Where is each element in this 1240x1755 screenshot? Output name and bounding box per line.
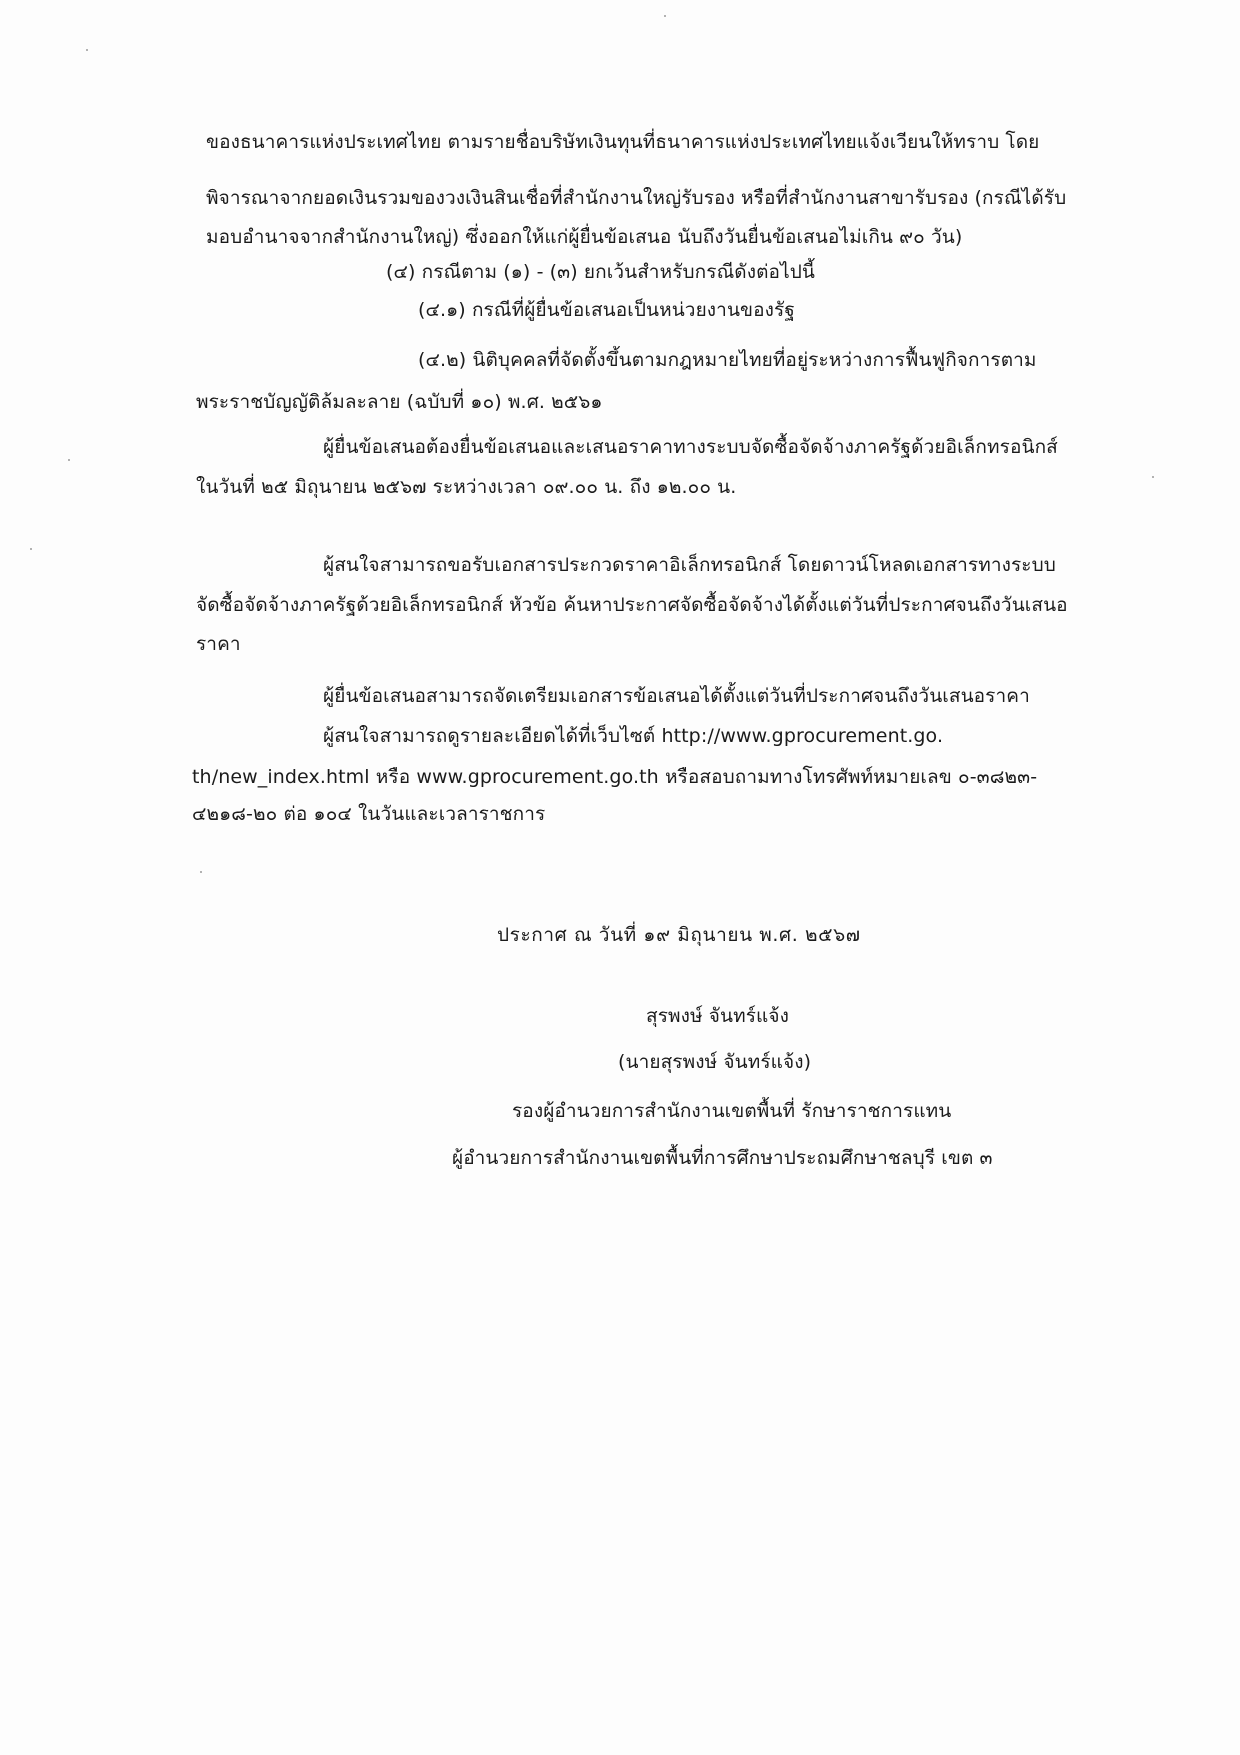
scan-speck: [68, 459, 70, 461]
body-line-12: ราคา: [196, 633, 241, 655]
body-line-9: ในวันที่ ๒๕ มิถุนายน ๒๕๖๗ ระหว่างเวลา ๐๙.๐๐ น. ถึง ๑๒.๐๐ น.: [196, 476, 737, 498]
announcement-date: ประกาศ ณ วันที่ ๑๙ มิถุนายน พ.ศ. ๒๕๖๗: [497, 924, 861, 946]
signed-name: สุรพงษ์ จันทร์แจ้ง: [646, 1005, 789, 1027]
body-line-1: ของธนาคารแห่งประเทศไทย ตามรายชื่อบริษัทเงินทุนที่ธนาคารแห่งประเทศไทยแจ้งเวียนให้ทราบ โดย: [206, 131, 1040, 153]
position-line-2: ผู้อำนวยการสำนักงานเขตพื้นที่การศึกษาประถมศึกษาชลบุรี เขต ๓: [452, 1147, 993, 1169]
scan-speck: [200, 871, 202, 873]
scan-speck: [1152, 476, 1154, 478]
body-line-7: พระราชบัญญัติล้มละลาย (ฉบับที่ ๑๐) พ.ศ. ๒๕๖๑: [196, 391, 603, 413]
body-line-11: จัดซื้อจัดจ้างภาครัฐด้วยอิเล็กทรอนิกส์ หัวข้อ ค้นหาประกาศจัดซื้อจัดจ้างได้ตั้งแต่วันที่ประกาศจนถึงวันเสนอ: [196, 594, 1068, 616]
body-line-14: ผู้สนใจสามารถดูรายละเอียดได้ที่เว็บไซต์ http://www.gprocurement.go.: [323, 725, 944, 747]
scan-speck: [86, 49, 88, 51]
body-line-15: th/new_index.html หรือ www.gprocurement.go.th หรือสอบถามทางโทรศัพท์หมายเลข ๐-๓๘๒๓-: [192, 766, 1038, 788]
position-line-1: รองผู้อำนวยการสำนักงานเขตพื้นที่ รักษาราชการแทน: [512, 1100, 952, 1122]
body-line-8: ผู้ยื่นข้อเสนอต้องยื่นข้อเสนอและเสนอราคาทางระบบจัดซื้อจัดจ้างภาครัฐด้วยอิเล็กทรอนิกส์: [323, 436, 1058, 458]
printed-name: (นายสุรพงษ์ จันทร์แจ้ง): [618, 1051, 812, 1073]
body-line-16: ๔๒๑๘-๒๐ ต่อ ๑๐๔ ในวันและเวลาราชการ: [192, 803, 546, 825]
body-line-4: (๔) กรณีตาม (๑) - (๓) ยกเว้นสำหรับกรณีดังต่อไปนี้: [386, 261, 815, 283]
scan-speck: [30, 548, 32, 550]
body-line-6: (๔.๒) นิติบุคคลที่จัดตั้งขึ้นตามกฎหมายไทยที่อยู่ระหว่างการฟื้นฟูกิจการตาม: [418, 349, 1037, 371]
body-line-3: มอบอำนาจจากสำนักงานใหญ่) ซึ่งออกให้แก่ผู้ยื่นข้อเสนอ นับถึงวันยื่นข้อเสนอไม่เกิน ๙๐ วัน): [206, 226, 963, 248]
scan-speck: [664, 15, 666, 17]
body-line-5: (๔.๑) กรณีที่ผู้ยื่นข้อเสนอเป็นหน่วยงานของรัฐ: [418, 299, 795, 321]
body-line-2: พิจารณาจากยอดเงินรวมของวงเงินสินเชื่อที่สำนักงานใหญ่รับรอง หรือที่สำนักงานสาขารับรอง (กรณีได้รับ: [206, 187, 1067, 209]
body-line-10: ผู้สนใจสามารถขอรับเอกสารประกวดราคาอิเล็กทรอนิกส์ โดยดาวน์โหลดเอกสารทางระบบ: [323, 554, 1056, 576]
body-line-13: ผู้ยื่นข้อเสนอสามารถจัดเตรียมเอกสารข้อเสนอได้ตั้งแต่วันที่ประกาศจนถึงวันเสนอราคา: [323, 685, 1030, 707]
